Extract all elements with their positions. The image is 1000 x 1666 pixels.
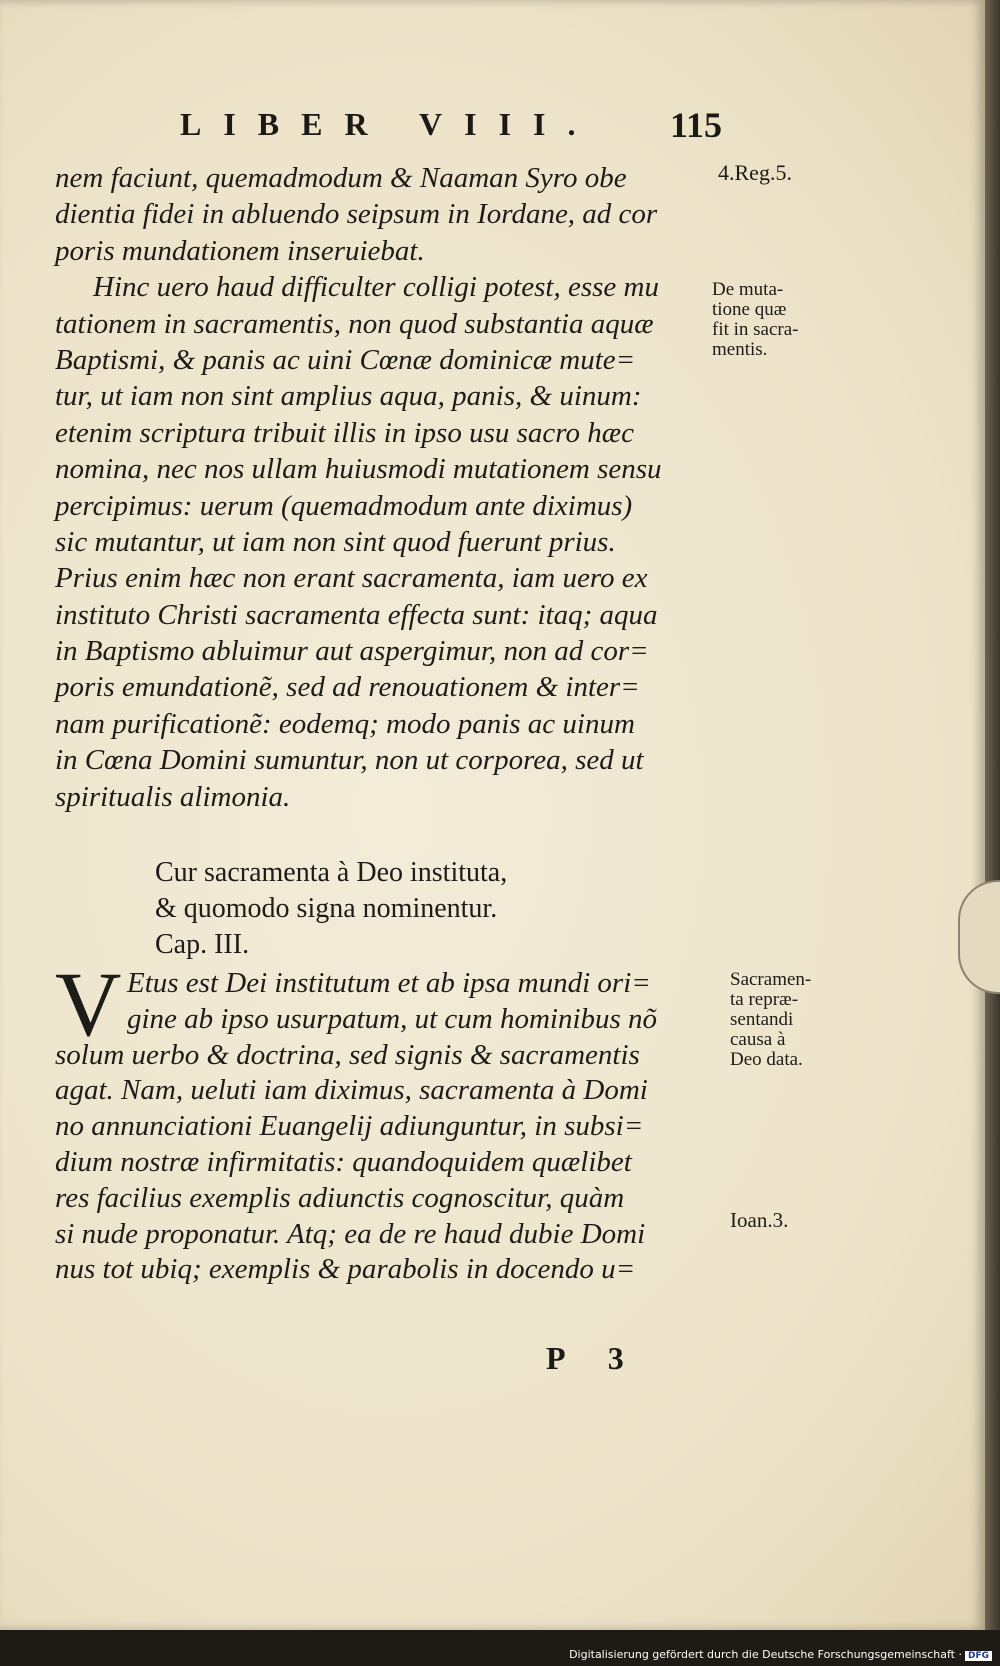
marginal-note-sacraments [730, 970, 811, 1070]
text-line: Hinc uero haud difficulter colligi potest, esse mu [93, 271, 659, 304]
text-line: Baptismi, & panis ac uini Cœnæ dominicæ mute= [55, 343, 636, 376]
text-line: poris emundationẽ, sed ad renouationem & inter= [55, 671, 640, 704]
main-text [55, 160, 715, 815]
text-line: nam purificationẽ: eodemq; modo panis ac uinum [55, 707, 635, 740]
text-line: nomina, nec nos ullam huiusmodi mutationem sensu [55, 453, 662, 486]
marginal-note-reference: 4.Reg.5. [718, 160, 792, 185]
text-line: tationem in sacramentis, non quod substantia aquæ [55, 307, 654, 340]
text-line: instituto Christi sacramenta effecta sunt: itaq; aqua [55, 598, 658, 631]
marginal-note-john: Ioan.3. [730, 1208, 789, 1232]
text-line: percipimus: uerum (quemadmodum ante diximus) [55, 489, 633, 522]
marginal-line: Deo data. [730, 1049, 803, 1070]
chapter-heading [155, 855, 507, 963]
credit-text: Digitalisierung gefördert durch die Deutsche Forschungsgemeinschaft · [569, 1648, 962, 1661]
text-line: agat. Nam, ueluti iam diximus, sacramenta à Domi [55, 1074, 648, 1107]
marginal-line: tione quæ [712, 299, 787, 320]
text-line: gine ab ipso usurpatum, ut cum hominibus nõ [127, 1002, 658, 1035]
text-line: dium nostræ infirmitatis: quandoquidem quælibet [55, 1145, 632, 1178]
heading-line: Cur sacramenta à Deo instituta, [155, 857, 508, 888]
page-tab [958, 880, 1000, 994]
text-line: spiritualis alimonia. [55, 780, 291, 813]
text-line: si nude proponatur. Atq; ea de re haud dubie Domi [55, 1217, 646, 1250]
signature-mark: P 3 [546, 1340, 642, 1376]
text-line: no annunciationi Euangelij adiunguntur, in subsi= [55, 1110, 644, 1143]
text-line: nem faciunt, quemadmodum & Naaman Syro obe [55, 162, 627, 194]
marginal-line: mentis. [712, 339, 768, 360]
text-line: etenim scriptura tribuit illis in ipso usu sacro hæc [55, 416, 634, 449]
text-line: nus tot ubiq; exemplis & parabolis in docendo u= [55, 1253, 636, 1286]
marginal-line: causa à [730, 1029, 786, 1050]
chapter-number: Cap. III. [155, 929, 250, 960]
drop-cap: V [55, 953, 122, 1055]
text-line: sic mutantur, ut iam non sint quod fuerunt prius. [55, 525, 616, 558]
dfg-logo: DFG [965, 1651, 992, 1661]
marginal-line: De muta- [712, 279, 784, 300]
marginal-note-mutation [712, 280, 799, 360]
text-line: Prius enim hæc non erant sacramenta, iam uero ex [55, 562, 648, 595]
heading-line: & quomodo signa nominentur. [155, 893, 498, 924]
text-line: Etus est Dei institutum et ab ipsa mundi ori= [127, 967, 651, 999]
marginal-line: fit in sacra- [712, 319, 799, 340]
marginal-line: sentandi [730, 1009, 794, 1030]
text-line: in Cœna Domini sumuntur, non ut corporea, sed ut [55, 744, 644, 777]
text-line: poris mundationem inseruiebat. [55, 234, 425, 267]
running-title: LIBER VIII. [180, 106, 598, 142]
text-line: in Baptismo abluimur aut aspergimur, non ad cor= [55, 635, 649, 668]
text-line: res facilius exemplis adiunctis cognoscitur, quàm [55, 1181, 625, 1214]
text-line: tur, ut iam non sint amplius aqua, panis, & uinum: [55, 380, 642, 413]
footer-credit [569, 1648, 992, 1661]
marginal-line: Sacramen- [730, 969, 812, 990]
text-line: dientia fidei in abluendo seipsum in Iordane, ad cor [55, 198, 658, 231]
page-edge [985, 0, 1000, 1630]
chapter-text [55, 953, 725, 1288]
folio-number: 115 [670, 105, 723, 145]
text-line: solum uerbo & doctrina, sed signis & sacramentis [55, 1038, 640, 1071]
marginal-line: ta repræ- [730, 989, 799, 1010]
